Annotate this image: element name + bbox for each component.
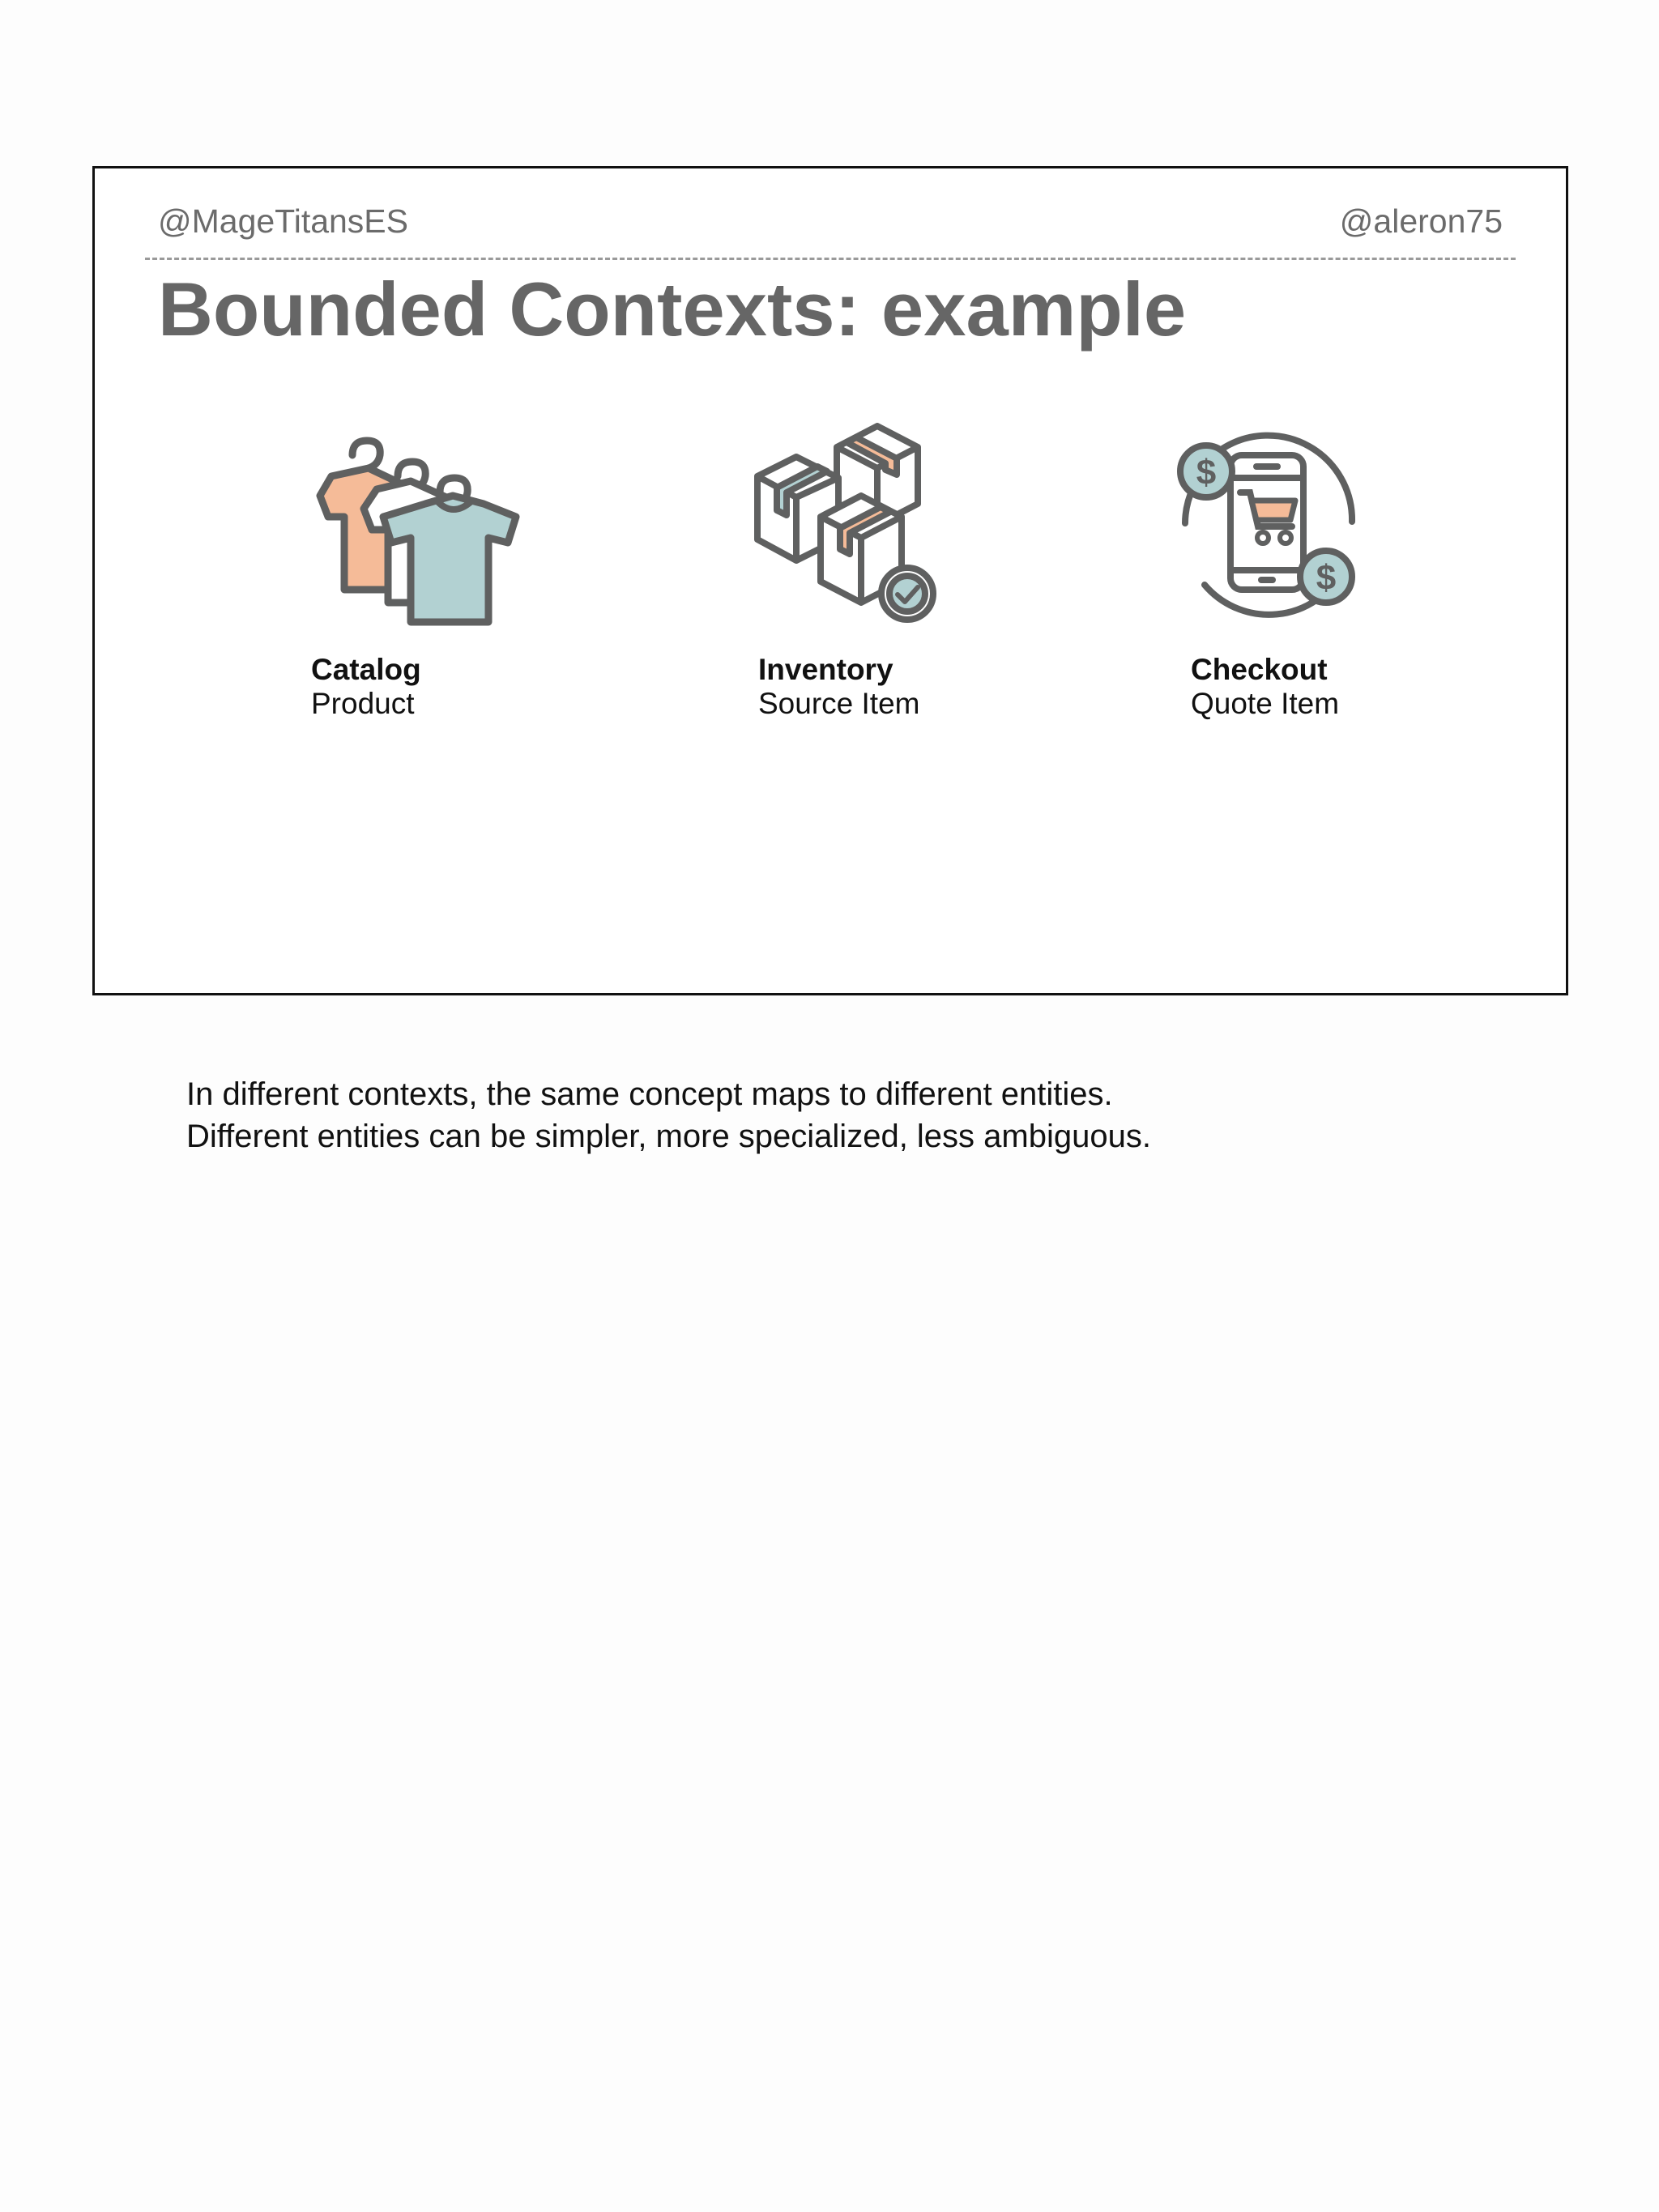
speaker-notes [186, 1073, 1151, 1157]
mobile-cart-payment-icon [1172, 426, 1367, 620]
svg-text:$: $ [1196, 453, 1217, 492]
context-inventory [743, 420, 953, 634]
slide-frame [92, 166, 1568, 995]
context-checkout [1172, 426, 1367, 620]
twitter-handle-right: @aleron75 [1339, 202, 1503, 240]
slide-title: Bounded Contexts: example [158, 266, 1187, 352]
context-catalog [281, 420, 524, 638]
context-name-checkout: Checkout [1191, 653, 1328, 686]
context-entity-inventory: Source Item [758, 687, 920, 720]
stacked-boxes-icon [743, 420, 953, 634]
context-name-catalog: Catalog [311, 653, 421, 686]
context-entity-checkout: Quote Item [1191, 687, 1340, 720]
context-name-inventory: Inventory [758, 653, 893, 686]
clothes-hanger-icon [281, 420, 524, 638]
dashed-divider [145, 258, 1516, 260]
twitter-handle-left: @MageTitansES [158, 202, 409, 240]
notes-line: In different contexts, the same concept maps to different entities. [186, 1076, 1113, 1112]
context-entity-catalog: Product [311, 687, 415, 720]
notes-line: Different entities can be simpler, more specialized, less ambiguous. [186, 1119, 1151, 1154]
svg-text:$: $ [1316, 558, 1337, 598]
